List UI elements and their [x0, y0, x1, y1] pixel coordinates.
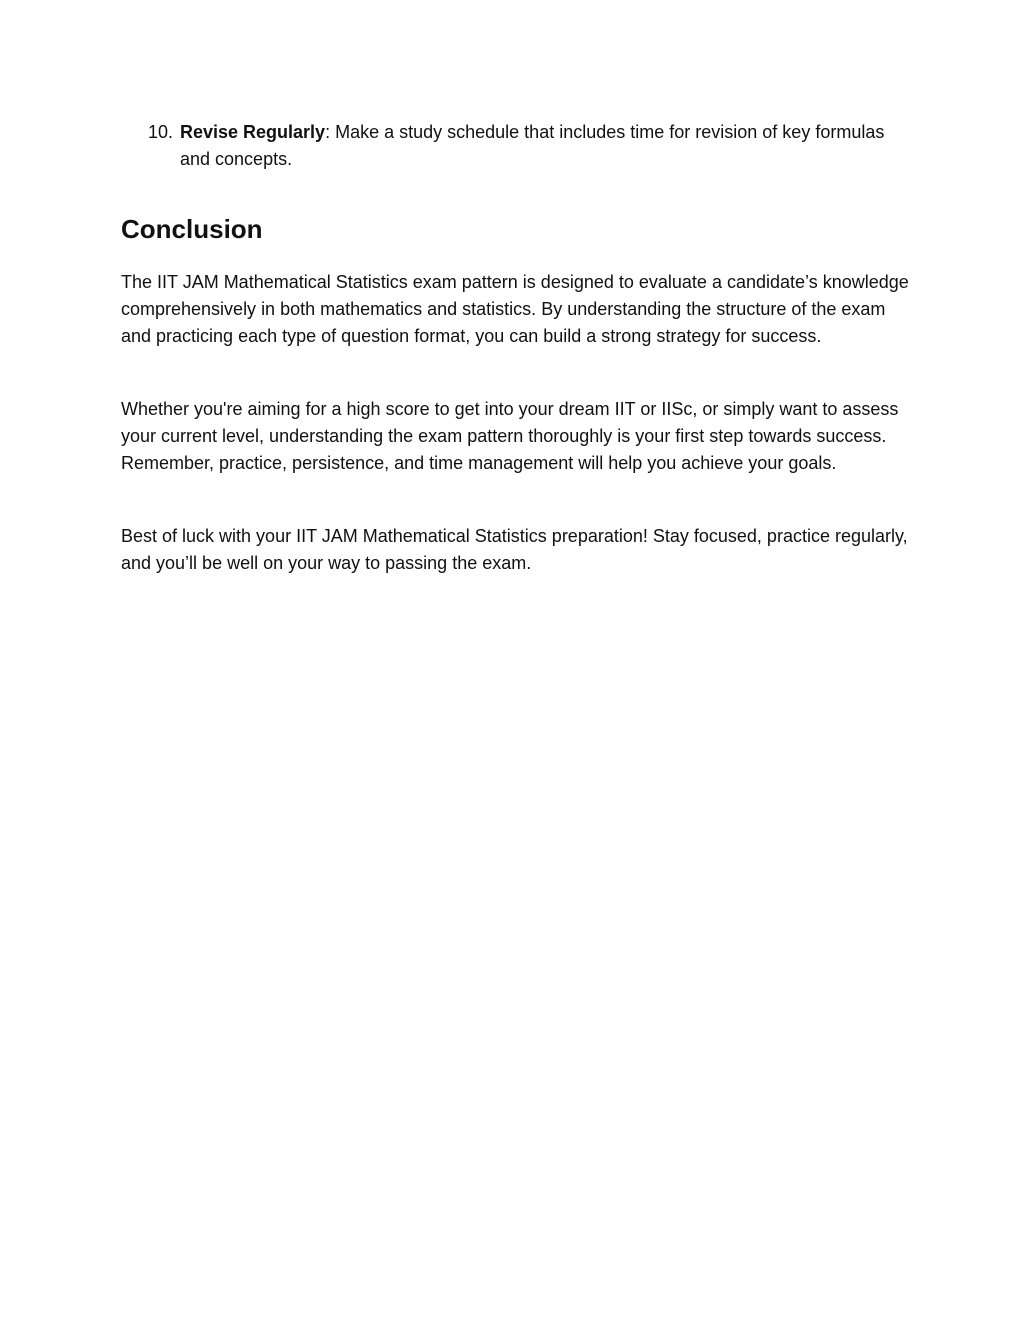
conclusion-paragraph-3: Best of luck with your IIT JAM Mathematical Statistics preparation! Stay focused, practice regularly, and you’ll be well on your way to passing the exam. — [121, 526, 908, 573]
list-item-bold-label: Revise Regularly — [180, 122, 326, 142]
conclusion-paragraph-2: Whether you're aiming for a high score to get into your dream IIT or IISc, or simply want to assess your current level, understanding the exam pattern thoroughly is your first step towards success. Remember, practice, persistence, and time management will help you achieve your goals. — [121, 399, 899, 473]
list-item-revise-regularly — [148, 119, 908, 173]
conclusion-paragraph-1: The IIT JAM Mathematical Statistics exam pattern is designed to evaluate a candidate’s knowledge comprehensively in both mathematics and statistics. By understanding the structure of the exam and practicing each type of question format, you can build a strong strategy for success. — [121, 272, 909, 346]
list-item-text: : Make a study schedule that includes time for revision of key formulas and concepts. — [180, 122, 885, 169]
list-item-number: 10. — [148, 122, 174, 142]
conclusion-heading: Conclusion — [121, 214, 263, 244]
list-item-body — [180, 119, 908, 173]
